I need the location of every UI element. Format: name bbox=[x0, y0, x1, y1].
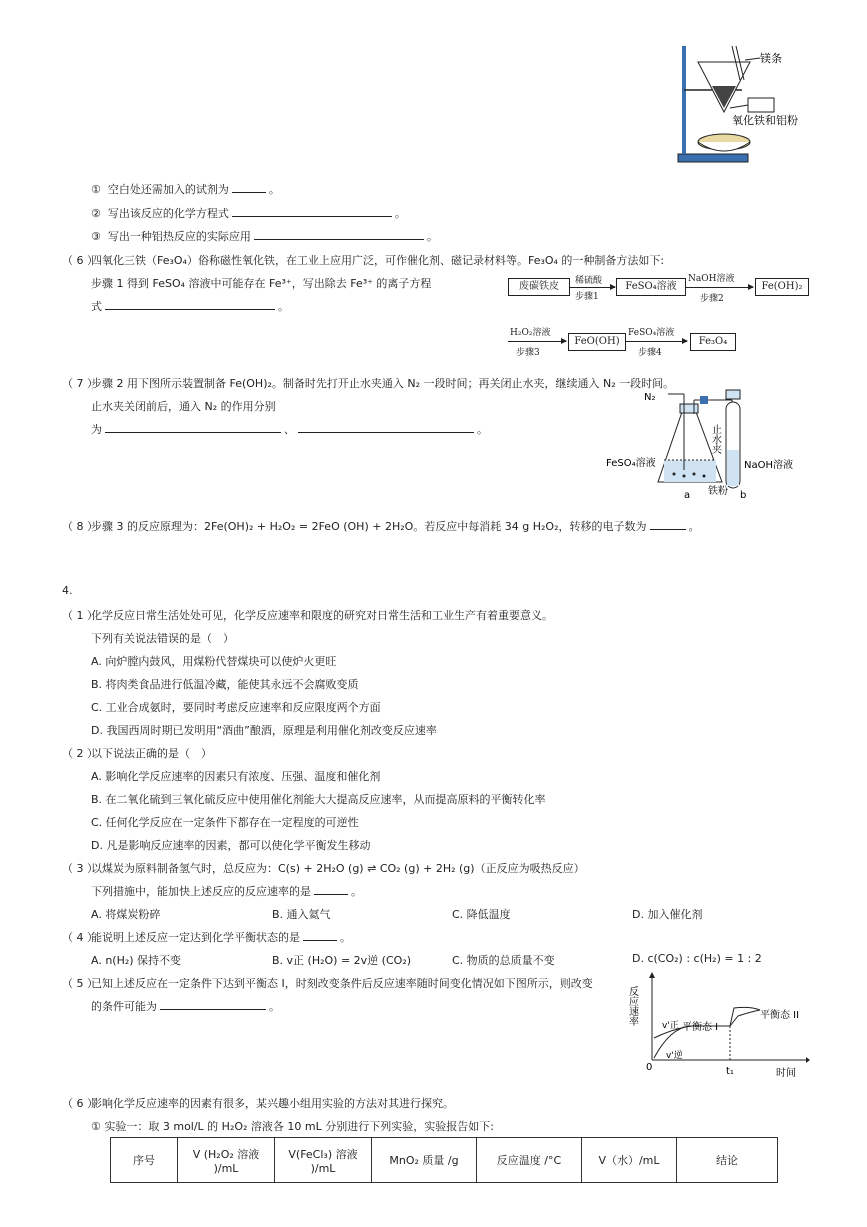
label-v-forward: v'正 bbox=[662, 1021, 679, 1031]
flow-arrow-4-top: FeSO₄溶液 bbox=[628, 328, 675, 338]
tail: 。 bbox=[477, 423, 488, 436]
label-v-reverse: v'逆 bbox=[666, 1051, 683, 1061]
tail: 。 bbox=[268, 183, 280, 196]
tail: 。 bbox=[394, 207, 406, 220]
p3-line2-text: 下列措施中，能加快上述反应的反应速率的是 bbox=[91, 885, 311, 898]
p4-number: （ 4 ） bbox=[62, 931, 98, 944]
answer-blank[interactable] bbox=[105, 298, 275, 310]
answer-blank[interactable] bbox=[232, 181, 266, 193]
x-axis-label: 时间 bbox=[776, 1068, 796, 1079]
q8-number: （ 8 ） bbox=[62, 520, 98, 533]
p1-option-b[interactable]: B. 将肉类食品进行低温冷藏，能使其永远不会腐败变质 bbox=[91, 678, 359, 691]
p5-number: （ 5 ） bbox=[62, 977, 98, 990]
q7-line2: 止水夹关闭前后，通入 N₂ 的作用分别 bbox=[91, 400, 276, 413]
p2-option-d[interactable]: D. 凡是影响反应速率的因素，都可以使化学平衡发生移动 bbox=[91, 839, 371, 852]
tail: 。 bbox=[351, 885, 362, 898]
q5-item-1 bbox=[91, 181, 280, 197]
q6-line3-text: 式 bbox=[91, 300, 102, 313]
feoh2-apparatus bbox=[604, 390, 814, 502]
flow-box-fe3o4: Fe₃O₄ bbox=[690, 333, 736, 351]
flow-arrow-3 bbox=[508, 341, 566, 342]
item-mark: ③ bbox=[91, 230, 101, 243]
tail: 。 bbox=[340, 931, 351, 944]
header-index: 序号 bbox=[111, 1138, 178, 1183]
p6-line2: ① 实验一：取 3 mol/L 的 H₂O₂ 溶液各 10 mL 分别进行下列实验，实验报告如下: bbox=[91, 1120, 494, 1133]
header-v-fecl3-top: V(FeCl₃) 溶液 bbox=[288, 1147, 358, 1161]
p6-number: （ 6 ） bbox=[62, 1097, 98, 1110]
q6-line1: 四氧化三铁（Fe₃O₄）俗称磁性氧化铁，在工业上应用广泛，可作催化剂、磁记录材料等。Fe₃O₄ 的一种制备方法如下: bbox=[91, 254, 665, 267]
item-text: 空白处还需加入的试剂为 bbox=[107, 183, 229, 196]
flow-arrow-2-bottom: 步骤2 bbox=[700, 294, 724, 304]
separator: 、 bbox=[284, 423, 295, 436]
flow-arrow-3-top: H₂O₂溶液 bbox=[510, 328, 551, 338]
label-clamp: 止水夹 bbox=[709, 424, 721, 454]
label-a: a bbox=[684, 490, 691, 501]
label-mg-ribbon: 镁条 bbox=[760, 52, 782, 65]
p4-option-b[interactable]: B. v正 (H₂O) = 2v逆 (CO₂) bbox=[272, 954, 412, 967]
q6-number: （ 6 ） bbox=[62, 254, 98, 267]
label-n2: N₂ bbox=[644, 392, 656, 403]
thermite-apparatus bbox=[672, 42, 812, 170]
p3-option-a[interactable]: A. 将煤炭粉碎 bbox=[91, 908, 161, 921]
label-naoh-solution: NaOH溶液 bbox=[744, 460, 793, 471]
experiment-report-table bbox=[110, 1137, 778, 1183]
label-b: b bbox=[740, 490, 747, 501]
flow-arrow-4 bbox=[625, 341, 687, 342]
label-state-2: 平衡态 II bbox=[760, 1010, 800, 1021]
header-v-h2o2-top: V (H₂O₂ 溶液 bbox=[192, 1147, 260, 1161]
flow-box-feooh: FeO(OH) bbox=[568, 333, 626, 351]
p1-option-d[interactable]: D. 我国西周时期已发明用“酒曲”酿酒，原理是利用催化剂改变反应速率 bbox=[91, 724, 437, 737]
p2-option-c[interactable]: C. 任何化学反应在一定条件下都存在一定程度的可逆性 bbox=[91, 816, 359, 829]
flow-arrow-3-bottom: 步骤3 bbox=[516, 348, 540, 358]
answer-blank-2[interactable] bbox=[298, 421, 474, 433]
header-v-fecl3 bbox=[275, 1138, 372, 1183]
p4-option-a[interactable]: A. n(H₂) 保持不变 bbox=[91, 954, 182, 967]
p3-option-c[interactable]: C. 降低温度 bbox=[452, 908, 511, 921]
tail: 。 bbox=[269, 1000, 280, 1013]
header-v-water: V（水）/mL bbox=[582, 1138, 677, 1183]
p5-line2-text: 的条件可能为 bbox=[91, 1000, 157, 1013]
table-header-row bbox=[111, 1138, 778, 1183]
header-conclusion: 结论 bbox=[677, 1138, 778, 1183]
item-text: 写出该反应的化学方程式 bbox=[107, 207, 229, 220]
flow-box-feso4: FeSO₄溶液 bbox=[616, 278, 686, 296]
label-origin: 0 bbox=[646, 1062, 653, 1073]
header-v-h2o2 bbox=[178, 1138, 275, 1183]
item-text: 写出一种铝热反应的实际应用 bbox=[107, 230, 251, 243]
p4-line1-text: 能说明上述反应一定达到化学平衡状态的是 bbox=[91, 931, 300, 944]
p2-line1: 以下说法正确的是（ ） bbox=[91, 747, 212, 760]
header-mno2-mass: MnO₂ 质量 /g bbox=[372, 1138, 477, 1183]
p3-option-d[interactable]: D. 加入催化剂 bbox=[632, 908, 703, 921]
q5-item-2 bbox=[91, 205, 406, 221]
q6-line2: 步骤 1 得到 FeSO₄ 溶液中可能存在 Fe³⁺，写出除去 Fe³⁺ 的离子方程 bbox=[91, 277, 432, 290]
flow-arrow-2-top: NaOH溶液 bbox=[688, 274, 735, 284]
flow-box-scrap-iron: 废碳铁皮 bbox=[508, 278, 570, 296]
label-iron-powder: 铁粉 bbox=[708, 486, 728, 497]
label-feso4-solution: FeSO₄溶液 bbox=[606, 458, 656, 469]
q7-line3-text: 为 bbox=[91, 423, 102, 436]
curve-forward-after bbox=[730, 1007, 760, 1026]
p3-option-b[interactable]: B. 通入氦气 bbox=[272, 908, 331, 921]
item-mark: ② bbox=[91, 207, 101, 220]
answer-blank-1[interactable] bbox=[105, 421, 281, 433]
rate-time-graph bbox=[626, 968, 810, 1080]
answer-blank[interactable] bbox=[650, 518, 686, 530]
p1-number: （ 1 ） bbox=[62, 609, 98, 622]
p1-option-c[interactable]: C. 工业合成氨时，要同时考虑反应速率和反应限度两个方面 bbox=[91, 701, 381, 714]
answer-blank[interactable] bbox=[314, 883, 348, 895]
y-axis-label: 反应速率 bbox=[626, 986, 638, 1026]
q8-line bbox=[91, 518, 700, 534]
tail: 。 bbox=[688, 520, 700, 533]
flow-arrow-4-bottom: 步骤4 bbox=[638, 348, 662, 358]
tail: 。 bbox=[278, 300, 289, 313]
answer-blank[interactable] bbox=[160, 998, 266, 1010]
p5-line2 bbox=[91, 998, 280, 1014]
tail: 。 bbox=[426, 230, 438, 243]
p2-option-b[interactable]: B. 在二氧化硫到三氧化硫反应中使用催化剂能大大提高反应速率，从而提高原料的平衡转化率 bbox=[91, 793, 546, 806]
header-v-h2o2-bottom: )/mL bbox=[213, 1161, 239, 1175]
q7-number: （ 7 ） bbox=[62, 377, 98, 390]
question-4-label: 4. bbox=[62, 584, 73, 597]
q8-text: 步骤 3 的反应原理为：2Fe(OH)₂ + H₂O₂ = 2FeO (OH) + 2H₂O。若反应中每消耗 34 g H₂O₂，转移的电子数为 bbox=[91, 520, 647, 533]
p2-option-a[interactable]: A. 影响化学反应速率的因素只有浓度、压强、温度和催化剂 bbox=[91, 770, 381, 783]
curve-reverse-after bbox=[730, 1010, 760, 1026]
p3-number: （ 3 ） bbox=[62, 862, 98, 875]
p6-line1: 影响化学反应速率的因素有很多，某兴趣小组用实验的方法对其进行探究。 bbox=[91, 1097, 454, 1110]
header-temperature: 反应温度 /°C bbox=[477, 1138, 582, 1183]
header-v-fecl3-bottom: )/mL bbox=[310, 1161, 336, 1175]
flow-arrow-1-bottom: 步骤1 bbox=[575, 292, 599, 302]
flow-box-feoh2: Fe(OH)₂ bbox=[755, 278, 809, 296]
label-t1: t₁ bbox=[726, 1066, 734, 1077]
p4-line1 bbox=[91, 929, 351, 945]
p3-line1: 以煤炭为原料制备氢气时，总反应为：C(s) + 2H₂O (g) ⇌ CO₂ (g) + 2H₂ (g)（正反应为吸热反应） bbox=[91, 862, 585, 875]
q7-line1: 步骤 2 用下图所示装置制备 Fe(OH)₂。制备时先打开止水夹通入 N₂ 一段时间；再关闭止水夹，继续通入 N₂ 一段时间。 bbox=[91, 377, 675, 390]
p1-option-a[interactable]: A. 向炉膛内鼓风，用煤粉代替煤块可以使炉火更旺 bbox=[91, 655, 337, 668]
q7-line3 bbox=[91, 421, 488, 437]
flow-arrow-2 bbox=[685, 287, 753, 288]
label-state-1: 平衡态 I bbox=[682, 1022, 719, 1033]
item-mark: ① bbox=[91, 183, 101, 196]
answer-blank[interactable] bbox=[303, 929, 337, 941]
answer-blank[interactable] bbox=[254, 228, 424, 240]
p3-line2 bbox=[91, 883, 362, 899]
p5-line1: 已知上述反应在一定条件下达到平衡态 I，时刻改变条件后反应速率随时间变化情况如下图所示，则改变 bbox=[91, 977, 593, 990]
p4-option-d[interactable]: D. c(CO₂) : c(H₂) = 1 : 2 bbox=[632, 952, 762, 965]
flow-arrow-1-top: 稀硫酸 bbox=[575, 276, 603, 286]
p4-option-c[interactable]: C. 物质的总质量不变 bbox=[452, 954, 555, 967]
answer-blank[interactable] bbox=[232, 205, 392, 217]
q5-item-3 bbox=[91, 228, 438, 244]
q6-line3 bbox=[91, 298, 289, 314]
p1-line2: 下列有关说法错误的是（ ） bbox=[91, 632, 234, 645]
p2-number: （ 2 ） bbox=[62, 747, 98, 760]
flow-arrow-1 bbox=[569, 287, 615, 288]
label-fe2o3-al: 氧化铁和铝粉 bbox=[732, 114, 798, 127]
p1-line1: 化学反应日常生活处处可见，化学反应速率和限度的研究对日常生活和工业生产有着重要意义。 bbox=[91, 609, 553, 622]
